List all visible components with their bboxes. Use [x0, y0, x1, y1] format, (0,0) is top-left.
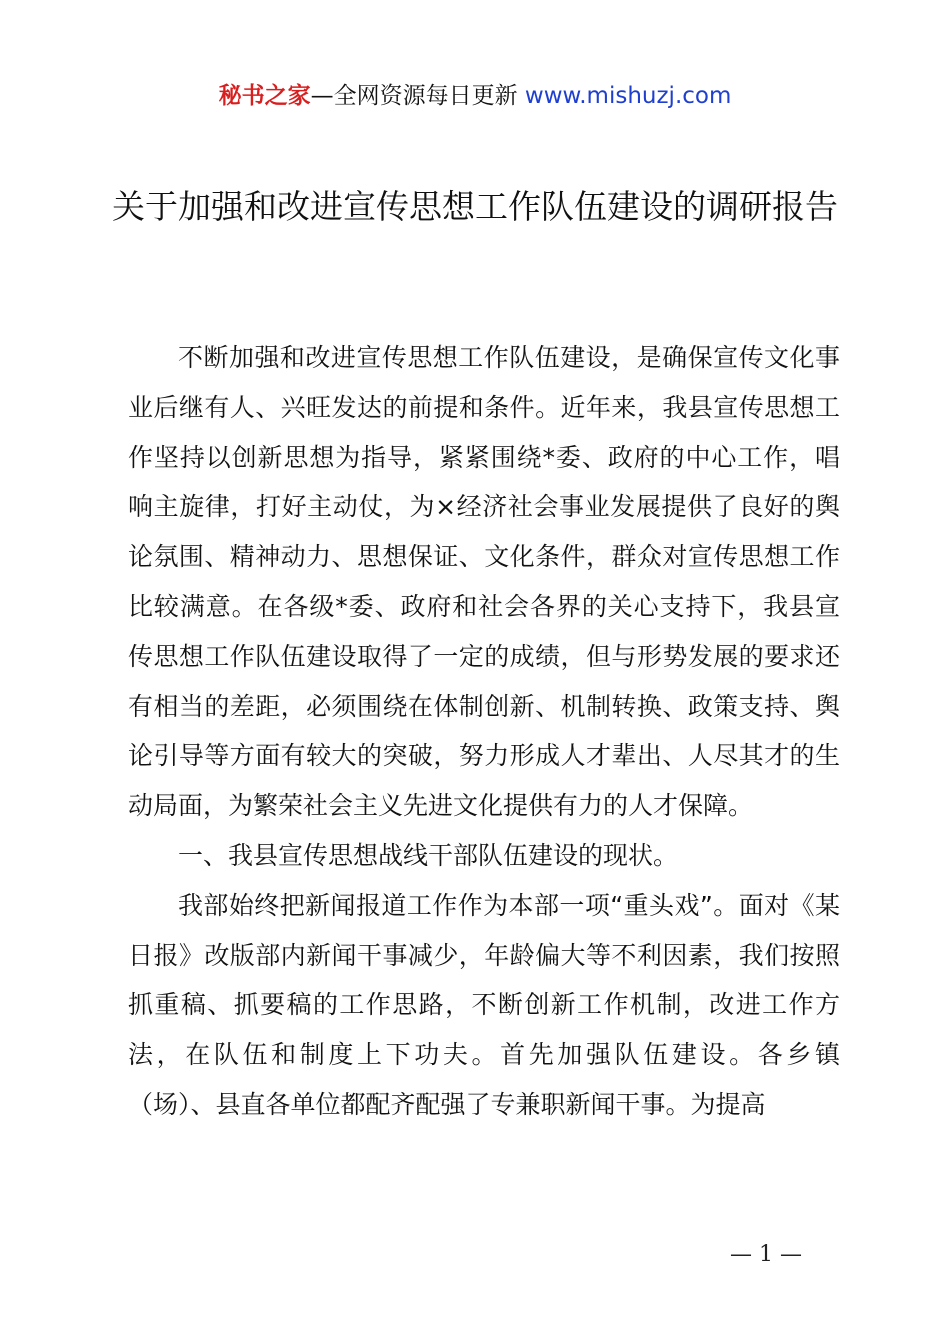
document-body: [128, 333, 840, 1130]
site-header-banner: [0, 80, 950, 112]
page-number: — 1 —: [730, 1242, 802, 1267]
section-heading-1: 一、我县宣传思想战线干部队伍建设的现状。: [178, 840, 679, 870]
body-paragraph-news-work: 我部始终把新闻报道工作作为本部一项“重头戏”。面对《某日报》改版部内新闻干事减少，年龄偏大等不利因素，我们按照抓重稿、抓要稿的工作思路，不断创新工作机制，改进工作方法，在队伍和制度上下功夫。首先加强队伍建设。各乡镇（场）、县直各单位都配齐配强了专兼职新闻干事。为提高: [128, 890, 840, 1119]
document-title: 关于加强和改进宣传思想工作队伍建设的调研报告: [112, 187, 838, 226]
site-url-link[interactable]: www.mishuzj.com: [524, 83, 732, 109]
site-tagline: —全网资源每日更新: [310, 83, 525, 109]
body-paragraph-intro: 不断加强和改进宣传思想工作队伍建设，是确保宣传文化事业后继有人、兴旺发达的前提和条件。近年来，我县宣传思想工作坚持以创新思想为指导，紧紧围绕*委、政府的中心工作，唱响主旋律，打好主动仗，为×经济社会事业发展提供了良好的舆论氛围、精神动力、思想保证、文化条件，群众对宣传思想工作比较满意。在各级*委、政府和社会各界的关心支持下，我县宣传思想工作队伍建设取得了一定的成绩，但与形势发展的要求还有相当的差距，必须围绕在体制创新、机制转换、政策支持、舆论引导等方面有较大的突破，努力形成人才辈出、人尽其才的生动局面，为繁荣社会主义先进文化提供有力的人才保障。: [128, 343, 840, 821]
site-brand-name: 秘书之家: [218, 83, 311, 109]
